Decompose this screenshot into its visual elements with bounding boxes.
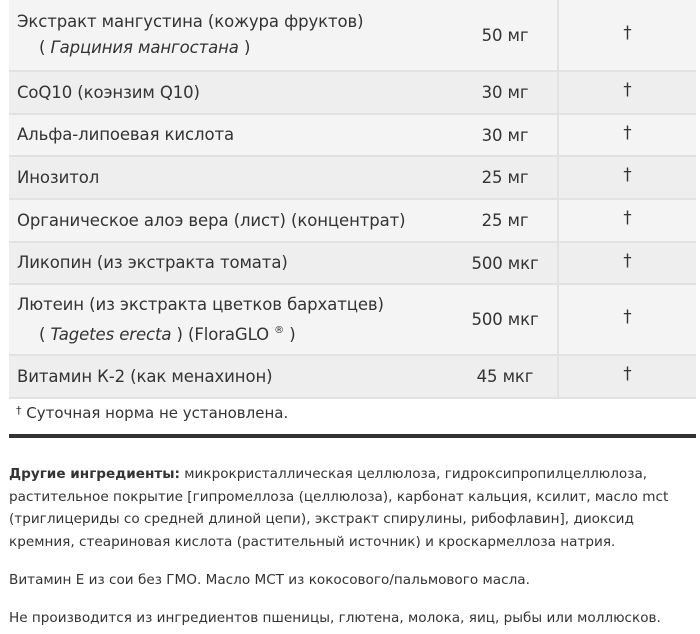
ingredient-name: Ликопин (из экстракта томата) bbox=[9, 242, 433, 284]
daily-value-footnote bbox=[16, 404, 288, 422]
ingredient-name: Инозитол bbox=[9, 156, 433, 199]
table-row bbox=[9, 71, 696, 114]
ingredient-name-line: Лютеин (из экстракта цветков бархатцев) bbox=[17, 294, 384, 314]
section-divider bbox=[9, 434, 696, 438]
vitamin-e-note: Витамин Е из сои без ГМО. Масло МСТ из кокосового/пальмового масла. bbox=[9, 572, 530, 588]
table-row bbox=[9, 0, 696, 71]
table-row bbox=[9, 156, 696, 199]
ingredient-amount: 30 мг bbox=[433, 114, 558, 156]
table-row bbox=[9, 284, 696, 355]
ingredient-subline: ( Tagetes erecta ) (FloraGLO ® ) bbox=[39, 324, 296, 344]
table-row bbox=[9, 114, 696, 156]
daily-value: † bbox=[558, 355, 696, 398]
ingredient-amount: 500 мкг bbox=[433, 242, 558, 284]
supplement-facts-table bbox=[9, 0, 696, 399]
other-ingredients-text: микрокристаллическая целлюлоза, гидроксипропилцеллюлоза, растительное покрытие [гипромеллоза (целлюлоза), карбонат кальция, ксилит, масло mct (триглицериды со средней длиной цепи), экстракт спирулины, рибофлавин], диоксид кремния, стеариновая кислота (растительный источник) и кроскармеллоза натрия. bbox=[9, 466, 669, 550]
ingredient-amount: 25 мг bbox=[433, 199, 558, 242]
daily-value: † bbox=[558, 284, 696, 355]
ingredient-amount: 50 мг bbox=[433, 0, 558, 71]
ingredient-name: Органическое алоэ вера (лист) (концентрат) bbox=[9, 199, 433, 242]
latin-name: Гарциния мангостана bbox=[50, 38, 239, 57]
table-row bbox=[9, 199, 696, 242]
latin-name: Tagetes erecta bbox=[50, 324, 172, 344]
ingredient-subline: ( Гарциния мангостана ) bbox=[39, 38, 251, 57]
table-row bbox=[9, 242, 696, 284]
ingredient-amount: 25 мг bbox=[433, 156, 558, 199]
ingredient-amount: 30 мг bbox=[433, 71, 558, 114]
ingredient-name-line: Экстракт мангустина (кожура фруктов) bbox=[17, 12, 364, 31]
daily-value: † bbox=[558, 0, 696, 71]
ingredient-amount: 500 мкг bbox=[433, 284, 558, 355]
daily-value: † bbox=[558, 114, 696, 156]
dagger-symbol: † bbox=[16, 404, 22, 417]
ingredient-name: Витамин К-2 (как менахинон) bbox=[9, 355, 433, 398]
daily-value: † bbox=[558, 71, 696, 114]
ingredient-amount: 45 мкг bbox=[433, 355, 558, 398]
ingredient-name: CoQ10 (коэнзим Q10) bbox=[9, 71, 433, 114]
registered-mark: ® bbox=[274, 324, 285, 336]
other-ingredients bbox=[9, 463, 689, 553]
allergen-note: Не производится из ингредиентов пшеницы, глютена, молока, яиц, рыбы или моллюсков. bbox=[9, 610, 661, 626]
footnote-text: Суточная норма не установлена. bbox=[21, 404, 289, 422]
ingredient-name bbox=[9, 0, 433, 71]
daily-value: † bbox=[558, 242, 696, 284]
daily-value: † bbox=[558, 156, 696, 199]
daily-value: † bbox=[558, 199, 696, 242]
ingredient-name bbox=[9, 284, 433, 355]
ingredient-name: Альфа-липоевая кислота bbox=[9, 114, 433, 156]
table-row bbox=[9, 355, 696, 398]
other-ingredients-label: Другие ингредиенты: bbox=[9, 466, 180, 482]
